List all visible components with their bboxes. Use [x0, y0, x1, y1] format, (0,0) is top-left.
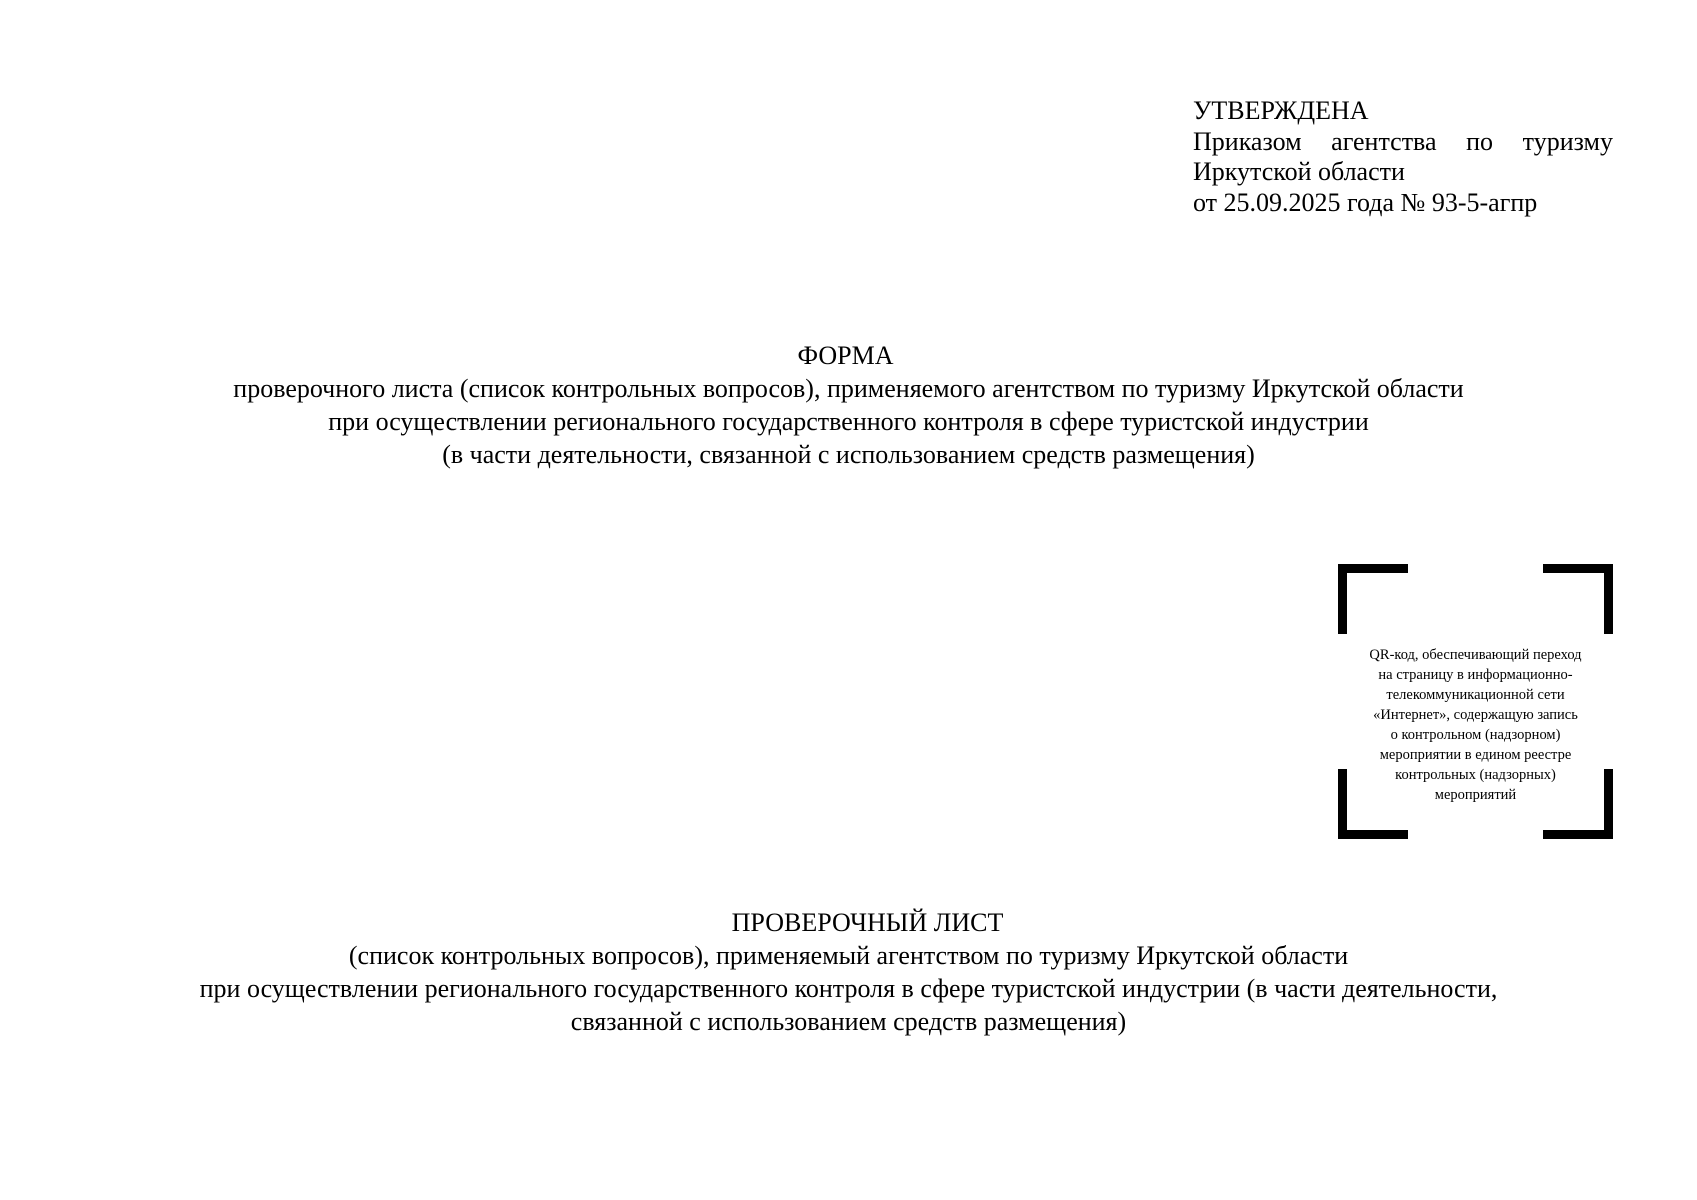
qr-text-line: «Интернет», содержащую запись — [1373, 707, 1578, 723]
qr-text-line: телекоммуникационной сети — [1386, 687, 1565, 703]
approval-order-word: по — [1466, 126, 1494, 156]
approval-date-number: от 25.09.2025 года № 93-5-агпр — [1193, 187, 1538, 217]
approval-region: Иркутской области — [1193, 157, 1405, 186]
form-title-line: при осуществлении регионального государственного контроля в сфере туристской индустрии — [328, 407, 1369, 436]
form-title-line: (в части деятельности, связанной с использованием средств размещения) — [442, 440, 1255, 469]
form-title-block — [0, 339, 1697, 471]
checklist-title-line: при осуществлении регионального государственного контроля в сфере туристской индустрии (в части деятельности, — [199, 974, 1498, 1003]
qr-text-line: на страницу в информационно- — [1378, 667, 1573, 683]
qr-text-line: мероприятий — [1434, 787, 1517, 803]
checklist-title-block — [0, 906, 1697, 1038]
checklist-heading: ПРОВЕРОЧНЫЙ ЛИСТ — [731, 908, 1004, 937]
approval-order-word: Приказом — [1193, 126, 1302, 156]
form-heading: ФОРМА — [797, 341, 894, 370]
approval-order-word: туризму — [1522, 126, 1613, 156]
approval-order-line — [1193, 127, 1613, 158]
qr-corner-top-left — [1343, 569, 1409, 635]
form-title-line: проверочного листа (список контрольных вопросов), применяемого агентством по туризму Иркутской области — [233, 374, 1464, 403]
approval-stamp — [1193, 96, 1613, 218]
qr-text-line: мероприятии в едином реестре — [1379, 747, 1572, 763]
qr-text-line: о контрольном (надзорном) — [1390, 727, 1561, 743]
approval-heading: УТВЕРЖДЕНА — [1193, 96, 1369, 125]
qr-placeholder-text — [1348, 645, 1603, 805]
checklist-title-line: связанной с использованием средств размещения) — [570, 1007, 1127, 1036]
checklist-title-line: (список контрольных вопросов), применяемый агентством по туризму Иркутской области — [348, 941, 1349, 970]
qr-text-line: QR-код, обеспечивающий переход — [1369, 647, 1582, 663]
qr-text-line: контрольных (надзорных) — [1395, 767, 1556, 783]
qr-corner-top-right — [1543, 569, 1609, 635]
qr-code-placeholder — [1338, 564, 1613, 839]
approval-order-word: агентства — [1331, 126, 1437, 156]
